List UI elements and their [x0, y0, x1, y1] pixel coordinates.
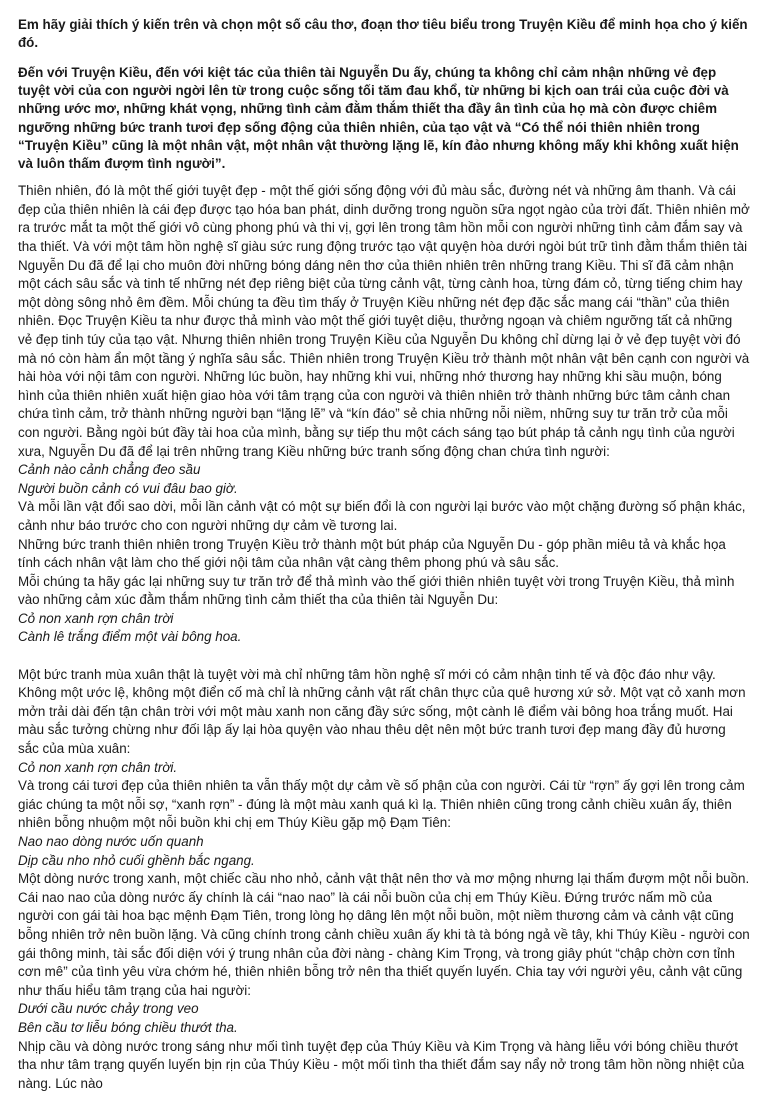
- body-paragraph: Và mỗi lần vật đổi sao dời, mỗi lần cảnh vật có một sự biến đổi là con người lại bước vào một chặng đường số phận khác, cảnh như báo trước cho con người những dự cảm về tương lai.: [18, 499, 746, 533]
- verse-line: Cảnh nào cảnh chẳng đeo sầu: [18, 462, 201, 478]
- essay-body: [18, 182, 750, 1093]
- verse-line: Bên cầu tơ liễu bóng chiều thướt tha.: [18, 1019, 238, 1035]
- verse-line: Dịp cầu nho nhỏ cuối ghềnh bắc ngang.: [18, 852, 255, 868]
- verse-line: Cỏ non xanh rợn chân trời: [18, 610, 174, 626]
- question-heading: Em hãy giải thích ý kiến trên và chọn một số câu thơ, đoạn thơ tiêu biểu trong Truyện Kiều để minh họa cho ý kiến đó.: [18, 17, 748, 50]
- verse-line: Nao nao dòng nước uốn quanh: [18, 834, 204, 849]
- body-paragraph: Thiên nhiên, đó là một thế giới tuyệt đẹp - một thế giới sống động với đủ màu sắc, đường nét và những âm thanh. Và cái đẹp của thiên nhiên là cái đẹp được tạo hóa ban phát, dinh dưỡng trong nguồn sữa ngọt ngào của trời đất. Thiên nhiên mở ra trước mắt ta một thế giới vô cùng phong phú và thi vị, gợi lên trong tâm hồn mỗi con người những tình cảm đắm say và tha thiết. Và với một tâm hồn nghệ sĩ giàu sức rung động trước tạo vật quyện hòa dưới ngòi bút trữ tình đằm thắm thiên tài Nguyễn Du đã để lại cho muôn đời những bóng dáng nên thơ của thiên nhiên trên những trang Kiều. Thi sĩ đã cảm nhận một cách sâu sắc và tinh tế những nét đẹp riêng biệt của từng cảnh vật, từng cành hoa, từng đám cỏ, từng tiếng chim hay một dòng sông nhỏ êm đềm. Mỗi chúng ta đều tìm thấy ở Truyện Kiều những nét đẹp đặc sắc mang cái “thần” của thiên nhiên. Đọc Truyện Kiều ta như được thả mình vào một thế giới tuyệt diệu, thưởng ngoạn và chiêm ngưỡng tất cả những vẻ đẹp tinh túy của tạo vật. Nhưng thiên nhiên trong Truyện Kiều của Nguyễn Du không chỉ dừng lại ở vẻ đẹp tuyệt vời đó mà nó còn hàm ẩn một tầng ý nghĩa sâu sắc. Thiên nhiên trong Truyện Kiều trở thành một nhân vật bên cạnh con người và hài hòa với nội tâm con người. Những lúc buồn, hay những khi vui, những nhớ thương hay những khi sầu muộn, bóng hình của thiên nhiên xuất hiện giao hòa với tâm trạng của con người và thiên nhiên trở thành những bức tâm cảnh chan chứa tình cảm, trở thành những người bạn “lặng lẽ” và “kín đáo” sẻ chia những nỗi niềm, những suy tư trăn trở của mỗi con người. Bằng ngòi bút đầy tài hoa của mình, bằng sự tiếp thu một cách sáng tạo bút pháp tả cảnh ngụ tình của người xưa, Nguyễn Du đã để lại trên những trang Kiều những bức tranh sống động chan chứa tình người:: [18, 183, 750, 459]
- verse-line: Dưới cầu nước chảy trong veo: [18, 1001, 199, 1017]
- body-paragraph: Mỗi chúng ta hãy gác lại những suy tư trăn trở để thả mình vào thế giới thiên nhiên tuyệt vời trong Truyện Kiều, thả mình vào những cảm xúc đằm thắm những tình cảm thiết tha của thiên tài Nguyễn Du:: [18, 573, 735, 608]
- verse-line: Người buồn cảnh có vui đâu bao giờ.: [18, 480, 238, 496]
- verse-line: Cỏ non xanh rợn chân trời.: [18, 759, 178, 775]
- intro-paragraph: Đến với Truyện Kiều, đến với kiệt tác của thiên tài Nguyễn Du ấy, chúng ta không chỉ cảm nhận những vẻ đẹp tuyệt vời của con người ngời lên từ trong cuộc sống tối tăm đau khổ, từ những bi kịch oan trái của cuộc đời và những ước mơ, những khát vọng, những tình cảm đằm thắm thiết tha đầy ân tình của họ mà còn được chiêm ngưỡng những bức tranh tươi đẹp sống động của thiên nhiên, của tạo vật và “Có thể nói thiên nhiên trong “Truyện Kiều” cũng là một nhân vật, một nhân vật thường lặng lẽ, kín đảo nhưng không mấy khi không xuất hiện và luôn thấm đượm tình người”.: [18, 65, 739, 172]
- body-paragraph: Nhịp cầu và dòng nước trong sáng như mối tình tuyệt đẹp của Thúy Kiều và Kim Trọng và hàng liễu với bóng chiều thướt tha như tâm trạng quyến luyến bịn rịn của Thúy Kiều - một mối tình tha thiết đắm say nẩy nở trong tâm hồn nồng nhiệt của nàng. Lúc nào: [18, 1038, 745, 1091]
- body-paragraph: Một bức tranh mùa xuân thật là tuyệt vời mà chỉ những tâm hồn nghệ sĩ mới có cảm nhận tinh tế và độc đáo như vậy. Không một ước lệ, không một điển cố mà chỉ là những cảnh vật rất chân thực của quê hương xứ sở. Một vạt cỏ xanh mơn mởn trải dài đến tận chân trời với một màu xanh non căng đầy sức sống, một cành lê điểm vài bông hoa trắng muốt. Hai màu sắc tưởng chừng như đối lập ấy lại hòa quyện vào nhau thêu dệt nên một bức tranh tươi đẹp mang đầy đủ hương sắc của mùa xuân:: [18, 666, 746, 757]
- verse-line: Cành lê trắng điểm một vài bông hoa.: [18, 629, 242, 645]
- body-paragraph: Một dòng nước trong xanh, một chiếc cầu nho nhỏ, cảnh vật thật nên thơ và mơ mộng nhưng lại thấm đượm một nỗi buồn. Cái nao nao của dòng nước ấy chính là cái “nao nao” là cái nỗi buồn của chị em Thúy Kiều. Đứng trước nấm mồ của người con gái tài hoa bạc mệnh Đạm Tiên, trong lòng họ dâng lên một nỗi buồn, một niềm thương cảm và cảnh vật cũng bỗng nhiên trở nên buồn lặng. Và cũng chính trong cảnh chiều xuân ấy khi tà tà bóng ngả về tây, khi Thúy Kiều - người con gái thông minh, tài sắc đối diện với ý trung nhân của đời nàng - chàng Kim Trọng, và trong giây phút “chập chờn cơn tỉnh cơn mê” của tình yêu vừa chớm hé, thiên nhiên bỗng trở nên tha thiết quyến luyến. Chia tay với người yêu, cảnh vật cũng như thấu hiểu tâm trạng của hai người:: [18, 871, 750, 998]
- body-paragraph: Và trong cái tươi đẹp của thiên nhiên ta vẫn thấy một dự cảm về số phận của con người. Cái từ “rợn” ấy gợi lên trong cảm giác chúng ta một nỗi sợ, “xanh rợn” - đúng là một màu xanh quá kì lạ. Thiên nhiên cũng trong cảnh chiều xuân ấy, thiên nhiên bỗng nhuộm một nỗi buồn khi chị em Thúy Kiều gặp mộ Đạm Tiên:: [18, 778, 745, 831]
- body-paragraph: Những bức tranh thiên nhiên trong Truyện Kiều trở thành một bút pháp của Nguyễn Du - góp phần miêu tả và khắc họa tính cách nhân vật làm cho thế giới nội tâm của nhân vật càng thêm phong phú và sâu sắc.: [18, 536, 726, 571]
- blank-line: [18, 647, 750, 666]
